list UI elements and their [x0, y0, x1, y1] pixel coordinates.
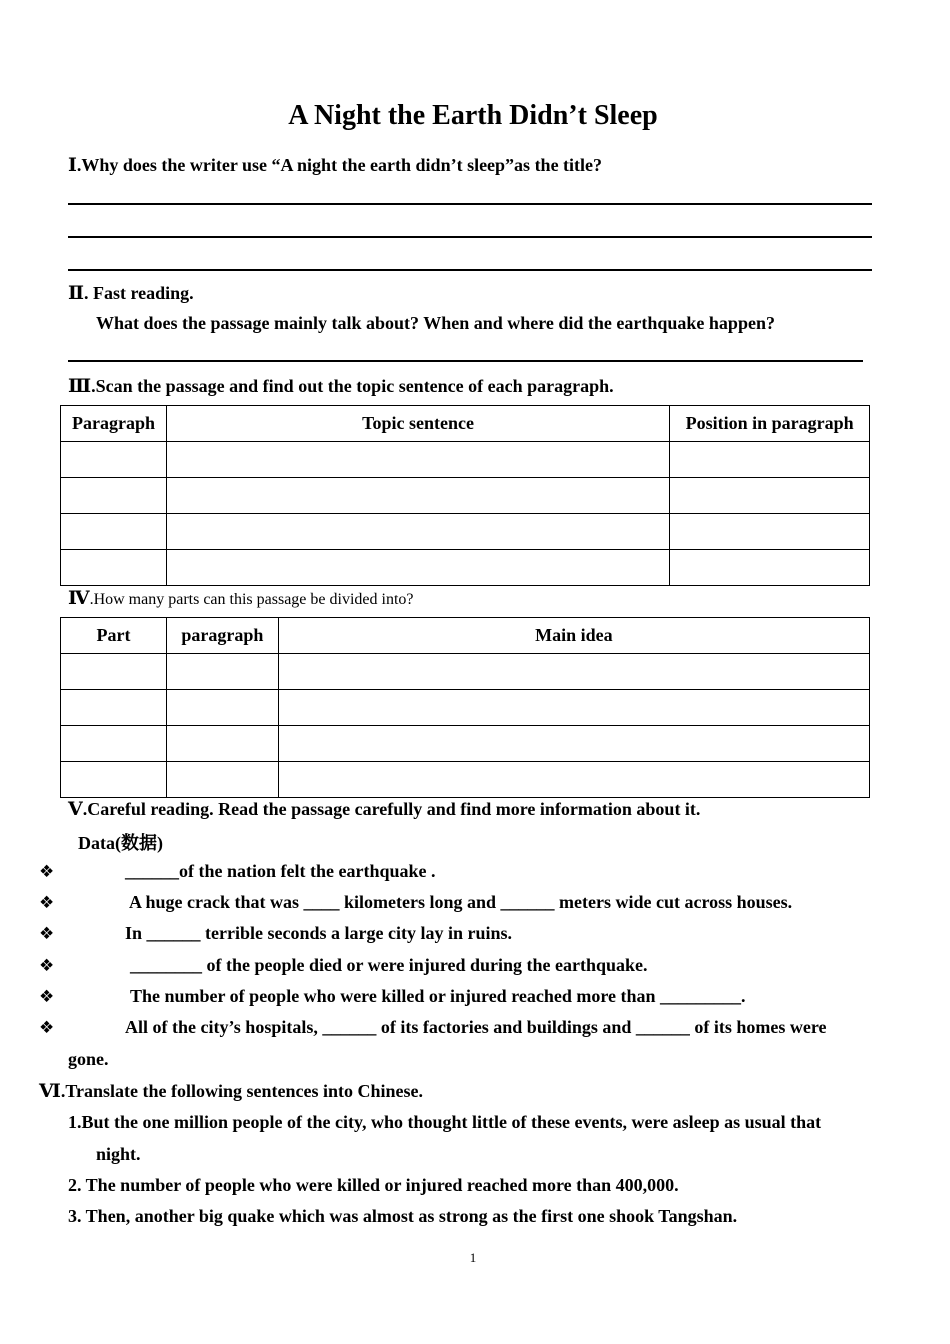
translate-sentence-1: 1.But the one million people of the city, who thought little of these events, were asleep as usual that [68, 1112, 822, 1132]
section-2-question: What does the passage mainly talk about? When and where did the earthquake happen? [96, 313, 775, 333]
table-cell[interactable] [61, 442, 167, 478]
fill-in-item-6: All of the city’s hospitals, ______ of its factories and buildings and ______ of its homes were [125, 1017, 827, 1037]
table-cell[interactable] [61, 654, 167, 690]
answer-line-2 [68, 236, 872, 238]
table-cell[interactable] [278, 690, 869, 726]
column-header: Main idea [278, 618, 869, 654]
table-cell[interactable] [166, 442, 669, 478]
table-cell[interactable] [670, 550, 870, 586]
section-6-numeral: Ⅵ [39, 1081, 61, 1102]
fill-in-item-6-continuation: gone. [68, 1049, 109, 1069]
section-4-title: .How many parts can this passage be divided into? [89, 591, 414, 608]
section-3-title: .Scan the passage and find out the topic sentence of each paragraph. [91, 376, 614, 396]
table-cell[interactable] [278, 726, 869, 762]
table-cell[interactable] [670, 442, 870, 478]
data-label: Data(数据) [78, 833, 163, 853]
section-2-title: . Fast reading. [84, 283, 194, 303]
table-cell[interactable] [278, 762, 869, 798]
table-cell[interactable] [166, 550, 669, 586]
table-row [61, 442, 870, 478]
table-cell[interactable] [670, 514, 870, 550]
table-row [61, 550, 870, 586]
section-4-heading [68, 587, 413, 610]
table-cell[interactable] [61, 514, 167, 550]
bullet-icon: ❖ [39, 862, 55, 882]
answer-line-1 [68, 203, 872, 205]
table-row [61, 762, 870, 798]
topic-sentence-table [60, 405, 870, 586]
section-1-heading [68, 154, 602, 177]
table-cell[interactable] [278, 654, 869, 690]
answer-line-3 [68, 269, 872, 271]
table-cell[interactable] [166, 514, 669, 550]
section-4-numeral: Ⅳ [68, 588, 90, 609]
table-cell[interactable] [61, 726, 167, 762]
section-6-title: .Translate the following sentences into Chinese. [60, 1081, 424, 1101]
bullet-icon: ❖ [39, 1018, 55, 1038]
bullet-icon: ❖ [39, 924, 55, 944]
table-row [61, 478, 870, 514]
document-title: A Night the Earth Didn’t Sleep [288, 100, 658, 131]
section-2-numeral: Ⅱ [68, 283, 85, 304]
answer-line-4 [68, 360, 863, 362]
table-cell[interactable] [166, 654, 278, 690]
translate-sentence-1-continuation: night. [96, 1144, 141, 1164]
section-5-title: .Careful reading. Read the passage carefully and find more information about it. [82, 799, 701, 819]
column-header: Topic sentence [166, 406, 669, 442]
table-cell[interactable] [166, 726, 278, 762]
section-3-numeral: Ⅲ [68, 376, 92, 397]
bullet-icon: ❖ [39, 987, 55, 1007]
table-header-row [61, 618, 870, 654]
section-5-numeral: Ⅴ [68, 799, 83, 820]
fill-in-item-2: A huge crack that was ____ kilometers long and ______ meters wide cut across houses. [129, 892, 793, 912]
fill-in-item-4: ________ of the people died or were injured during the earthquake. [130, 955, 648, 975]
column-header: Paragraph [61, 406, 167, 442]
table-cell[interactable] [670, 478, 870, 514]
section-5-heading [68, 798, 700, 821]
table-cell[interactable] [61, 762, 167, 798]
translate-sentence-2: 2. The number of people who were killed or injured reached more than 400,000. [68, 1175, 679, 1195]
section-2-heading [68, 282, 194, 305]
fill-in-item-5: The number of people who were killed or injured reached more than _________. [130, 986, 746, 1006]
table-header-row [61, 406, 870, 442]
table-cell[interactable] [166, 690, 278, 726]
main-idea-table [60, 617, 870, 798]
column-header: Part [61, 618, 167, 654]
table-cell[interactable] [61, 478, 167, 514]
table-cell[interactable] [166, 762, 278, 798]
section-1-question: .Why does the writer use “A night the earth didn’t sleep”as the title? [76, 155, 603, 175]
page-number: 1 [469, 1250, 477, 1265]
bullet-icon: ❖ [39, 956, 55, 976]
fill-in-item-1: ______of the nation felt the earthquake . [125, 861, 436, 881]
section-6-heading [39, 1080, 423, 1103]
table-row [61, 726, 870, 762]
section-3-heading [68, 375, 614, 398]
table-row [61, 690, 870, 726]
table-cell[interactable] [61, 550, 167, 586]
column-header: Position in paragraph [670, 406, 870, 442]
fill-in-item-3: In ______ terrible seconds a large city lay in ruins. [125, 923, 512, 943]
table-row [61, 654, 870, 690]
section-1-numeral: Ⅰ [68, 155, 77, 176]
column-header: paragraph [166, 618, 278, 654]
bullet-icon: ❖ [39, 893, 55, 913]
translate-sentence-3: 3. Then, another big quake which was almost as strong as the first one shook Tangshan. [68, 1206, 738, 1226]
table-row [61, 514, 870, 550]
table-cell[interactable] [61, 690, 167, 726]
table-cell[interactable] [166, 478, 669, 514]
